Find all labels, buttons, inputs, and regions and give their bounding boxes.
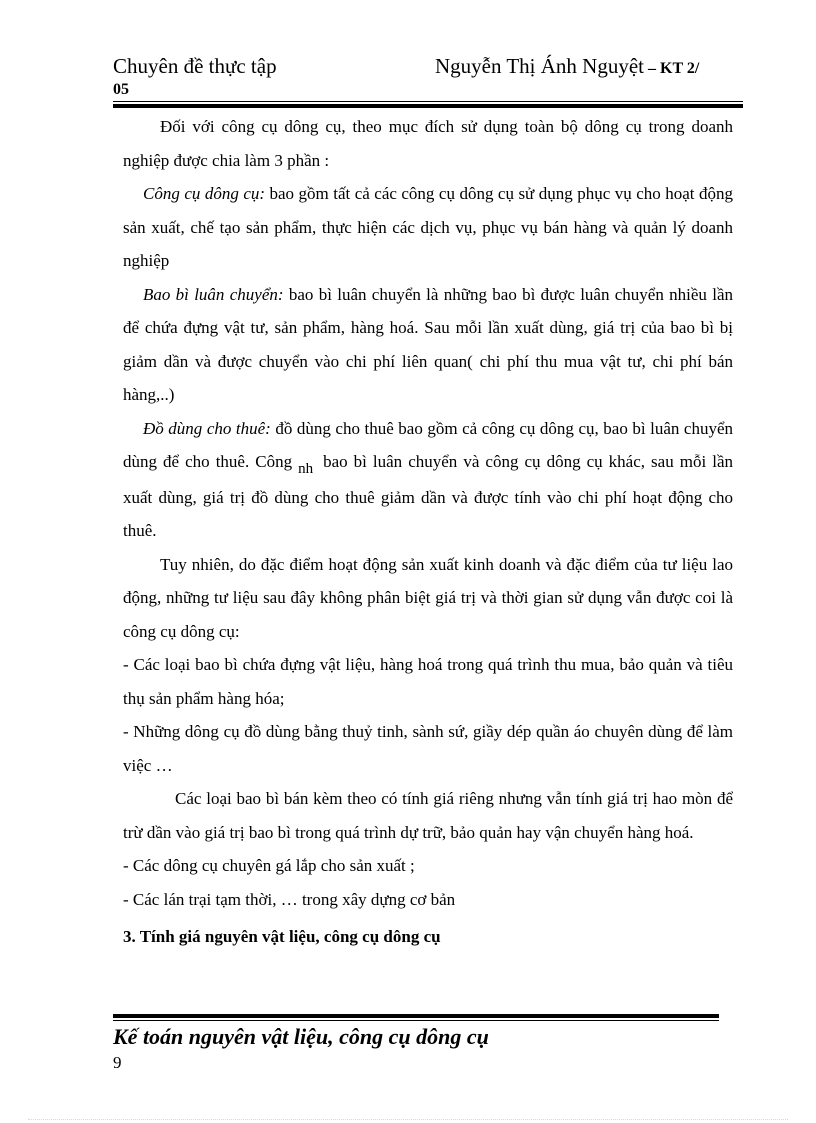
rental-definition-a: đồ dùng cho thuê bao gồm cả công cụ dông cụ, bao bì luân chuyển dùng để cho thuê. Công	[123, 418, 733, 471]
list-item-glass-tools: - Những dông cụ đồ dùng bằng thuỷ tinh, sành sứ, giầy dép quần áo chuyên dùng để làm việc …	[123, 722, 733, 775]
footer-divider	[113, 1014, 719, 1021]
term-rental: Đồ dùng cho thuê:	[143, 418, 271, 438]
footer-title: Kế toán nguyên vật liệu, công cụ dông cụ	[113, 1024, 489, 1049]
list-item-packaging-containers: - Các loại bao bì chứa đựng vật liệu, hàng hoá trong quá trình thu mua, bảo quản và tiêu thụ sản phẩm hàng hóa;	[123, 655, 733, 708]
header-author	[435, 54, 699, 79]
paragraph-packaging	[123, 278, 733, 412]
paragraph-however: Tuy nhiên, do đặc điểm hoạt động sản xuất kinh doanh và đặc điểm của tư liệu lao động, những tư liệu sau đây không phân biệt giá trị và thời gian sử dụng vẫn được coi là công cụ dông cụ:	[123, 554, 733, 641]
packaging-definition: bao bì luân chuyển là những bao bì được luân chuyển nhiều lần để chứa đựng vật tư, sản phẩm, hàng hoá. Sau mỗi lần xuất dùng, giá trị của bao bì bị giảm dần và được chuyển vào chi phí liên quan( chi phí thu mua vật tư, chi phí bán hàng,..)	[123, 284, 733, 404]
paragraph-tools	[123, 177, 733, 278]
page-number: 9	[113, 1053, 122, 1072]
list-item-mounting-tools: - Các dông cụ chuyên gá lắp cho sản xuất ;	[123, 856, 415, 875]
term-packaging: Bao bì luân chuyển:	[143, 284, 284, 304]
paragraph-sold-packaging: Các loại bao bì bán kèm theo có tính giá riêng nhưng vẫn tính giá trị hao mòn để trừ dần vào giá trị bao bì trong quá trình dự trữ, bảo quản hay vận chuyển hàng hoá.	[123, 789, 733, 842]
header-class-code: – KT 2/	[644, 60, 700, 77]
header-divider	[113, 101, 743, 108]
term-tools: Công cụ dông cụ:	[143, 184, 266, 203]
header-author-name: Nguyễn Thị Ánh Nguyệt	[435, 54, 645, 78]
paragraph-rental	[123, 412, 733, 548]
paragraph-classification-intro: Đối với công cụ dông cụ, theo mục đích sử dụng toàn bộ dông cụ trong doanh nghiệp được chia làm 3 phần :	[123, 117, 733, 170]
header-document-type: Chuyên đề thực tập	[113, 54, 277, 78]
document-body	[123, 110, 733, 953]
header-class-code-continued: 05	[113, 81, 129, 98]
page-edge-dotted-line	[28, 1119, 788, 1120]
rental-definition-b: bao bì luân chuyển và công cụ dông cụ khác, sau mỗi lần xuất dùng, giá trị đồ dùng cho thuê giảm dần và được tính vào chi phí hoạt động cho thuê.	[123, 452, 733, 540]
tools-definition: bao gồm tất cả các công cụ dông cụ sử dụng phục vụ cho hoạt động sản xuất, chế tạo sản phẩm, thực hiện các dịch vụ, phục vụ bán hàng và quản lý doanh nghiệp	[123, 184, 734, 270]
rental-subscript-fragment: nh	[298, 461, 314, 477]
list-item-temporary-camps: - Các lán trại tạm thời, … trong xây dựng cơ bản	[123, 889, 456, 909]
section-heading: 3. Tính giá nguyên vật liệu, công cụ dông cụ	[123, 927, 441, 946]
